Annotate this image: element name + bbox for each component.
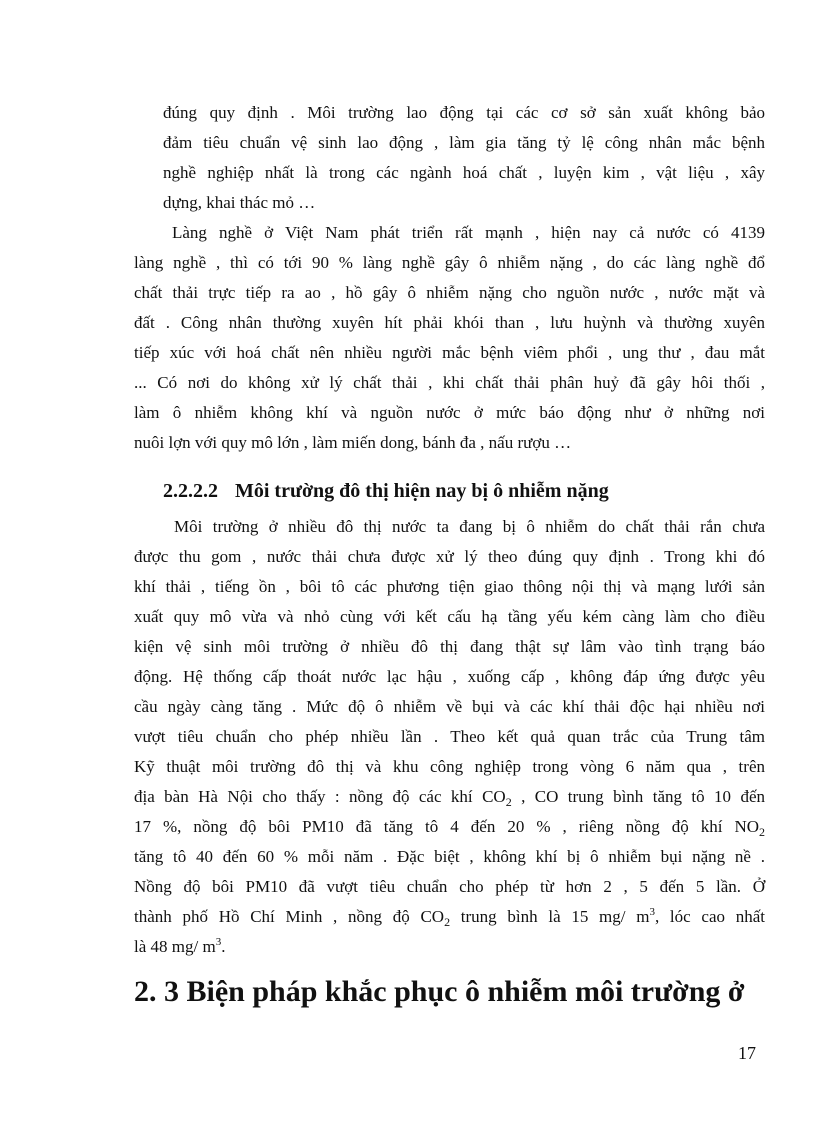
superscript: 3 — [215, 936, 222, 948]
text-segment: . — [221, 937, 226, 956]
text-line — [134, 902, 765, 932]
text-segment: là 48 mg/ m — [134, 937, 216, 956]
text-line: đảm tiêu chuẩn vệ sinh lao động , làm gia tăng tỷ lệ công nhân mắc bệnh — [163, 133, 765, 152]
paragraph-workplace-environment — [163, 98, 765, 218]
text-line: được thu gom , nước thải chưa được xử lý theo đúng quy định . Trong khi đó — [134, 547, 765, 566]
text-segment: thành phố Hồ Chí Minh , nồng độ CO — [134, 907, 445, 926]
text-line: nuôi lợn với quy mô lớn , làm miến dong, bánh đa , nấu rượu … — [134, 433, 572, 452]
section-number: 2.2.2.2 — [163, 480, 218, 502]
text-segment: , lóc cao nhất — [654, 907, 765, 926]
text-line: động. Hệ thống cấp thoát nước lạc hậu , xuống cấp , không đáp ứng được yêu — [134, 667, 765, 686]
text-segment: 17 %, nồng độ bôi PM10 đã tăng tô 4 đến 20 % , riêng nồng độ khí NO — [134, 817, 759, 836]
text-line: cầu ngày càng tăng . Mức độ ô nhiễm về bụi và các khí thải độc hại nhiều nơi — [134, 697, 765, 716]
text-line: xuất quy mô vừa và nhỏ cùng với kết cấu hạ tầng yếu kém càng làm cho điều — [134, 607, 765, 626]
text-line: nghề nghiệp nhất là trong các ngành hoá chất , luyện kim , vật liệu , xây — [163, 163, 765, 182]
text-segment: trung bình là 15 mg/ m — [450, 907, 650, 926]
text-line: dựng, khai thác mỏ … — [163, 193, 316, 212]
text-line: Nồng độ bôi PM10 đã vượt tiêu chuẩn cho phép từ hơn 2 , 5 đến 5 lần. Ở — [134, 877, 765, 896]
text-line: vượt tiêu chuẩn cho phép nhiều lần . Theo kết quả quan trắc của Trung tâm — [134, 727, 765, 746]
text-line: đúng quy định . Môi trường lao động tại các cơ sở sản xuất không bảo — [163, 103, 765, 122]
page-number: 17 — [738, 1043, 756, 1063]
text-line: kiện vệ sinh môi trường ở nhiều đô thị đang thật sự lâm vào tình trạng báo — [134, 637, 765, 656]
text-line: ... Có nơi do không xử lý chất thải , khi chất thải phân huỷ đã gây hôi thối , — [134, 373, 765, 392]
subscript: 2 — [505, 795, 512, 809]
paragraph-craft-villages — [134, 218, 765, 458]
text-line: Môi trường ở nhiều đô thị nước ta đang bị ô nhiễm do chất thải rắn chưa — [174, 517, 765, 536]
text-line: Làng nghề ở Việt Nam phát triển rất mạnh , hiện nay cả nước có 4139 — [172, 223, 765, 242]
text-line — [134, 812, 765, 842]
text-line: làm ô nhiễm không khí và nguồn nước ở mức báo động như ở những nơi — [134, 403, 765, 422]
text-line: đất . Công nhân thường xuyên hít phải khói than , lưu huỳnh và thường xuyên — [134, 313, 765, 332]
superscript: 3 — [649, 906, 655, 918]
subscript: 2 — [759, 825, 765, 839]
text-segment: địa bàn Hà Nội cho thấy : nồng độ các khí CO — [134, 787, 506, 806]
paragraph-urban-environment — [134, 512, 765, 962]
text-line — [134, 782, 765, 812]
text-line — [134, 932, 765, 962]
section-title: Môi trường đô thị hiện nay bị ô nhiễm nặng — [235, 480, 609, 502]
subscript: 2 — [444, 915, 451, 929]
chapter-heading: 2. 3 Biện pháp khắc phục ô nhiễm môi trường ở — [134, 975, 745, 1008]
text-line: khí thải , tiếng ồn , bôi tô các phương tiện giao thông nội thị và mạng lưới sản — [134, 577, 765, 596]
text-segment: , CO trung bình tăng tô 10 đến — [511, 787, 765, 806]
text-line: tăng tô 40 đến 60 % mỗi năm . Đặc biệt , không khí bị ô nhiễm bụi nặng nề . — [134, 847, 765, 866]
text-line: tiếp xúc với hoá chất nên nhiều người mắc bệnh viêm phổi , ung thư , đau mắt — [134, 343, 765, 362]
text-line: chất thải trực tiếp ra ao , hồ gây ô nhiễm nặng cho nguồn nước , nước mặt và — [134, 283, 765, 302]
section-heading — [163, 480, 609, 503]
text-line: Kỹ thuật môi trường đô thị và khu công nghiệp trong vòng 6 năm qua , trên — [134, 757, 765, 776]
text-line: làng nghề , thì có tới 90 % làng nghề gây ô nhiễm nặng , do các làng nghề đổ — [134, 253, 765, 272]
